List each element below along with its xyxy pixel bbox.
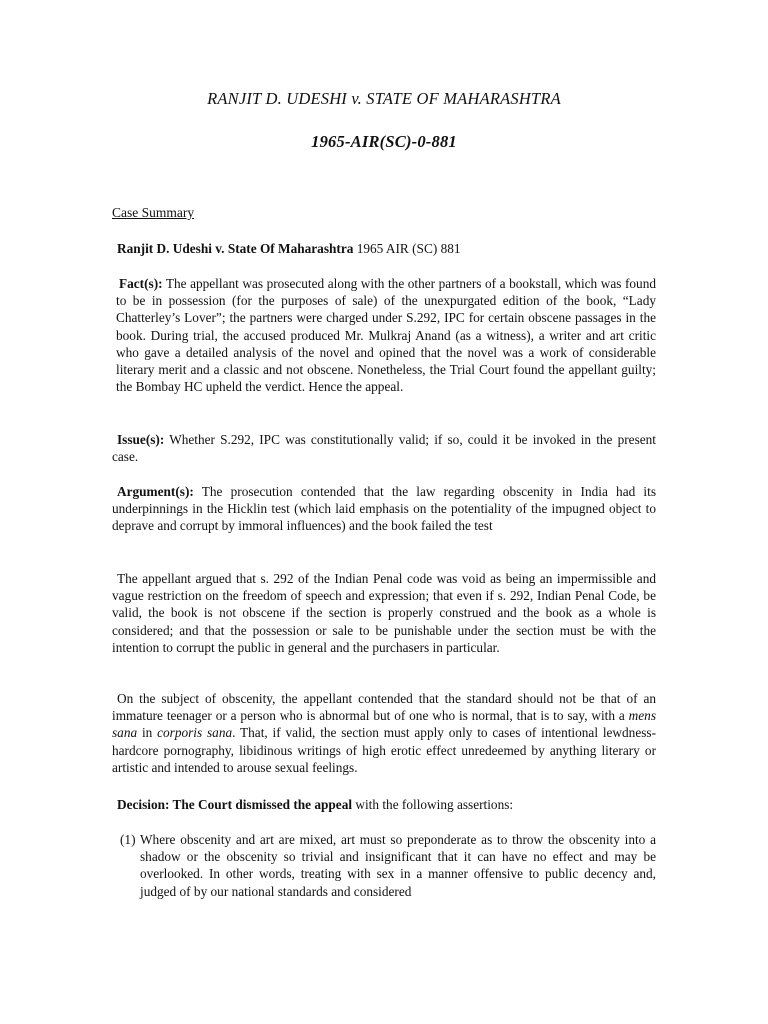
- facts-text: The appellant was prosecuted along with the other partners of a bookstall, which was found to be in possession (for the purposes of sale) of the unexpurgated edition of the book, “Lady Chatterley’s Lover”; the partners were charged under S.292, IPC for certain obscene passages in the book. During trial, the accused produced Mr. Mulkraj Anand (as a witness), a writer and art critic who gave a detailed analysis of the novel and opined that the novel was a work of considerable literary merit and a classic and not obscene. Nonetheless, the Trial Court found the appellant guilty; the Bombay HC upheld the verdict. Hence the appeal.: [116, 276, 656, 395]
- obscenity-text-1: On the subject of obscenity, the appellant contended that the standard should not be that of an immature teenager or a person who is abnormal but of one who is normal, that is to say, with a: [112, 691, 656, 724]
- facts-label: Fact(s):: [119, 276, 163, 291]
- obscenity-italic-2: corporis sana: [157, 725, 233, 741]
- case-citation: 1965 AIR (SC) 881: [353, 241, 461, 256]
- decision-text: with the following assertions:: [352, 797, 514, 812]
- issue-text: Whether S.292, IPC was constitutionally valid; if so, could it be invoked in the present case.: [112, 432, 656, 465]
- appellant-argument-paragraph: The appellant argued that s. 292 of the Indian Penal code was void as being an impermissible and vague restriction on the freedom of speech and expression; that even if s. 292, Indian Penal Code, be valid, the book is not obscene if the section is properly construed and the book as a whole is considered; and that the possession or sale to be punishable under the section must be with the intention to corrupt the public in general and the purchasers in particular.: [112, 571, 656, 655]
- case-name: Ranjit D. Udeshi v. State Of Maharashtra: [117, 241, 354, 256]
- obscenity-text-3: . That, if valid, the section must apply only to cases of intentional lewdness-hardcore pornography, libidinous writings of high erotic effect unredeemed by anything literary or artistic and intended to arouse sexual feelings.: [112, 725, 657, 775]
- case-line: [112, 240, 656, 257]
- assertion-text: Where obscenity and art are mixed, art must so preponderate as to throw the obscenity into a shadow or the obscenity so trivial and insignificant that it can have no effect and may be overlooked. In other words, treating with sex in a manner offensive to public decency and, judged of by our national standards and considered: [140, 832, 656, 899]
- argument-text: The prosecution contended that the law regarding obscenity in India had its underpinnings in the Hicklin test (which laid emphasis on the potentiality of the impugned object to deprave and corrupt by immoral influences) and the book failed the test: [112, 484, 656, 534]
- issue-label: Issue(s):: [117, 432, 165, 447]
- argument-paragraph: [112, 483, 656, 535]
- obscenity-text-2: in: [137, 725, 158, 741]
- case-title: RANJIT D. UDESHI v. STATE OF MAHARASHTRA: [207, 89, 561, 108]
- argument-label: Argument(s):: [117, 484, 194, 499]
- case-summary-heading: Case Summary: [112, 205, 195, 220]
- decision-paragraph: [112, 796, 656, 813]
- obscenity-paragraph: [112, 690, 656, 776]
- issue-paragraph: [112, 431, 656, 465]
- assertion-number: (1): [120, 832, 136, 847]
- case-citation-title: 1965-AIR(SC)-0-881: [311, 132, 457, 151]
- assertion-item: [120, 831, 656, 900]
- facts-paragraph: [116, 275, 656, 395]
- decision-label: Decision: The Court dismissed the appeal: [117, 797, 353, 812]
- obscenity-italic-1: mens sana: [112, 708, 656, 741]
